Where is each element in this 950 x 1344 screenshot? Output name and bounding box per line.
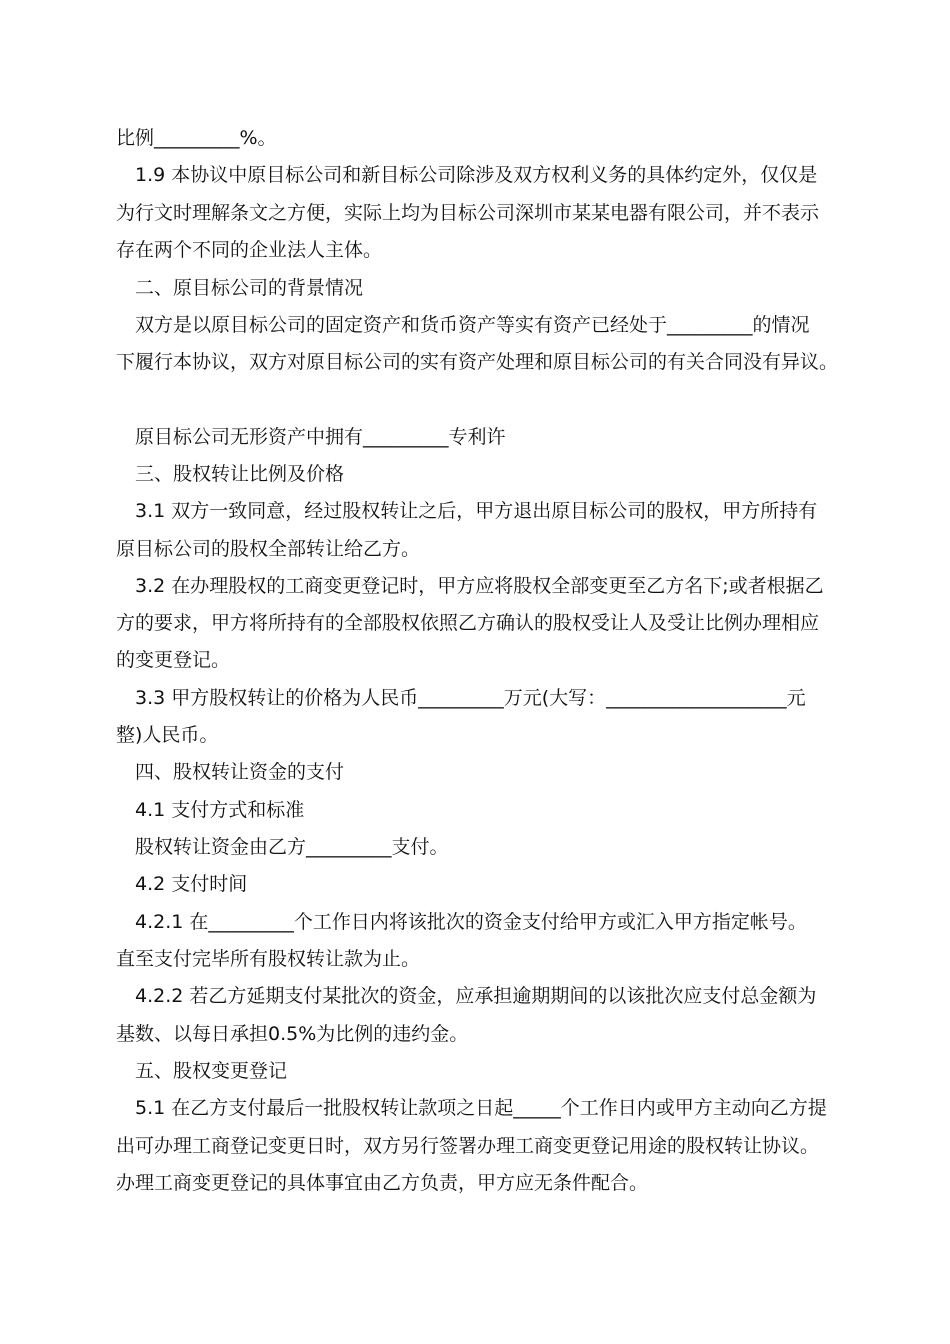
text-line: 股权转让资金由乙方_________支付。 (135, 836, 449, 858)
text-line: 4.1 支付方式和标准 (135, 799, 305, 821)
section-heading: 三、股权转让比例及价格 (135, 463, 345, 485)
text-line: 3.1 双方一致同意，经过股权转让之后，甲方退出原目标公司的股权，甲方所持有 (135, 500, 818, 522)
text-line: 1.9 本协议中原目标公司和新目标公司除涉及双方权利义务的具体约定外，仅仅是 (135, 164, 818, 186)
text-line: 比例_________%。 (116, 127, 277, 149)
text-line: 整)人民币。 (116, 724, 219, 746)
text-line: 方的要求，甲方将所持有的全部股权依照乙方确认的股权受让人及受让比例办理相应 (116, 612, 820, 634)
section-heading: 五、股权变更登记 (135, 1060, 288, 1082)
section-heading: 四、股权转让资金的支付 (135, 761, 345, 783)
text-line: 原目标公司的股权全部转让给乙方。 (116, 538, 421, 560)
text-line: 原目标公司无形资产中拥有_________专利许 (135, 426, 506, 448)
text-line: 办理工商变更登记的具体事宜由乙方负责，甲方应无条件配合。 (116, 1172, 649, 1194)
text-line: 基数、以每日承担0.5%为比例的违约金。 (116, 1023, 469, 1045)
text-line: 下履行本协议，双方对原目标公司的实有资产处理和原目标公司的有关合同没有异议。 (116, 351, 839, 373)
text-line: 为行文时理解条文之方便，实际上均为目标公司深圳市某某电器有限公司，并不表示 (116, 202, 820, 224)
text-line: 存在两个不同的企业法人主体。 (116, 239, 383, 261)
text-line: 直至支付完毕所有股权转让款为止。 (116, 948, 421, 970)
text-line: 4.2.1 在_________个工作日内将该批次的资金支付给甲方或汇入甲方指定帐号。 (135, 911, 807, 933)
text-line: 4.2 支付时间 (135, 873, 248, 895)
text-line: 5.1 在乙方支付最后一批股权转让款项之日起_____个工作日内或甲方主动向乙方提 (135, 1097, 827, 1119)
text-line: 双方是以原目标公司的固定资产和货币资产等实有资产已经处于_________的情况 (135, 314, 810, 336)
text-line: 出可办理工商登记变更日时，双方另行签署办理工商变更登记用途的股权转让协议。 (116, 1135, 820, 1157)
text-line: 4.2.2 若乙方延期支付某批次的资金，应承担逾期期间的以该批次应支付总金额为 (135, 985, 817, 1007)
text-line: 的变更登记。 (116, 649, 231, 671)
text-line: 3.2 在办理股权的工商变更登记时，甲方应将股权全部变更至乙方名下;或者根据乙 (135, 575, 824, 597)
section-heading: 二、原目标公司的背景情况 (135, 277, 364, 299)
text-line: 3.3 甲方股权转让的价格为人民币_________万元(大写：___________________元 (135, 687, 806, 709)
